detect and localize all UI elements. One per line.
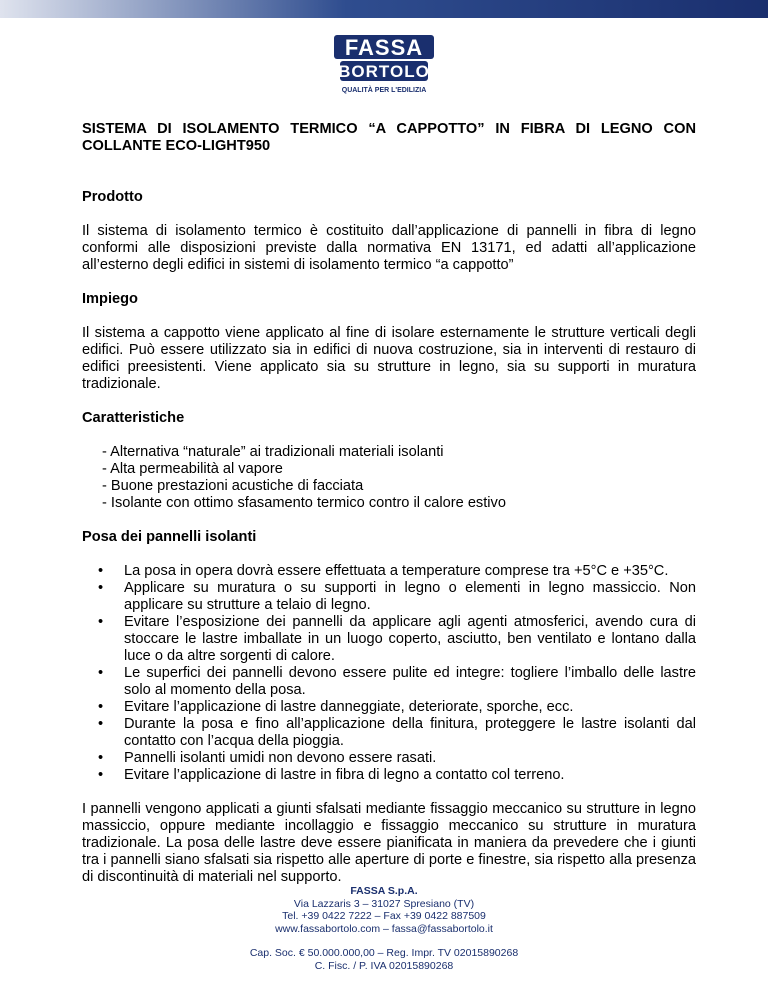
list-item: - Isolante con ottimo sfasamento termico contro il calore estivo (102, 495, 506, 511)
paragraph-posa-closing: I pannelli vengono applicati a giunti sfalsati mediante fissaggio meccanico su strutture in legno massiccio, oppure mediante incollaggio e fissaggio meccanico su strutture in muratura tradizionale. La posa delle lastre deve essere pianificata in maniera da prevedere che i giunti tra i pannelli siano sfalsati sia rispetto alle aperture di porte e finestre, sia rispetto alla presenza di discontinuità di materiali nel supporto. (82, 801, 696, 885)
footer (0, 885, 768, 972)
footer-address: Via Lazzaris 3 – 31027 Spresiano (TV) (293, 897, 475, 910)
document-body (82, 110, 696, 886)
list-item: - Alta permeabilità al vapore (102, 461, 283, 477)
bullet-icon: • (98, 699, 104, 715)
svg-text:QUALITÀ PER L'EDILIZIA: QUALITÀ PER L'EDILIZIA (341, 87, 427, 94)
list-item: - Alternativa “naturale” ai tradizionali materiali isolanti (102, 444, 444, 460)
list-item: • Evitare l’applicazione di lastre in fibra di legno a contatto col terreno. (98, 767, 565, 783)
bullet-icon: • (98, 580, 104, 596)
footer-tax: C. Fisc. / P. IVA 02015890268 (314, 959, 454, 972)
fassa-bortolo-logo (330, 33, 438, 97)
header-bar (0, 0, 768, 18)
bullet-icon: • (98, 665, 104, 681)
list-item: - Buone prestazioni acustiche di facciata (102, 478, 364, 494)
paragraph-impiego: Il sistema a cappotto viene applicato al fine di isolare esternamente le strutture verticali degli edifici. Può essere utilizzato sia in edifici di nuova costruzione, sia in interventi di restauro di edifici preesistenti. Viene applicato sia su strutture in legno, sia su supporti in muratura tradizionale. (82, 325, 696, 392)
caratteristiche-list (82, 444, 696, 512)
footer-company: FASSA S.p.A. (350, 885, 418, 897)
list-item: • Evitare l’applicazione di lastre danneggiate, deteriorate, sporche, ecc. (98, 699, 574, 715)
list-item: • Le superfici dei pannelli devono essere pulite ed integre: togliere l’imballo delle lastre solo al momento della posa. (98, 665, 696, 698)
list-item: • La posa in opera dovrà essere effettuata a temperature comprese tra +5°C e +35°C. (98, 563, 669, 579)
svg-text:BORTOLO: BORTOLO (338, 62, 430, 81)
bullet-icon: • (98, 716, 104, 732)
list-item: • Applicare su muratura o su supporti in legno o elementi in legno massiccio. Non applicare su strutture a telaio di legno. (98, 580, 696, 613)
heading-caratteristiche: Caratteristiche (82, 410, 185, 426)
paragraph-prodotto: Il sistema di isolamento termico è costituito dall’applicazione di pannelli in fibra di legno conformi alle disposizioni previste dalla normativa EN 13171, ed adatti all’applicazione all’esterno degli edifici in sistemi di isolamento termico “a cappotto” (82, 223, 696, 273)
footer-web: www.fassabortolo.com – fassa@fassabortolo.it (275, 922, 493, 935)
svg-text:FASSA: FASSA (344, 35, 424, 60)
posa-list (82, 563, 696, 784)
document-title: SISTEMA DI ISOLAMENTO TERMICO “A CAPPOTTO” IN FIBRA DI LEGNO CON COLLANTE ECO-LIGHT950 (82, 121, 696, 154)
bullet-icon: • (98, 767, 104, 783)
list-item: • Evitare l’esposizione dei pannelli da applicare agli agenti atmosferici, avendo cura di stoccare le lastre imballate in un luogo coperto, asciutto, ben ventilato e lontano dalla luce o da altre sorgenti di calore. (98, 614, 696, 664)
heading-posa: Posa dei pannelli isolanti (82, 529, 257, 545)
footer-phone: Tel. +39 0422 7222 – Fax +39 0422 887509 (282, 910, 486, 922)
bullet-icon: • (98, 750, 104, 766)
heading-prodotto: Prodotto (82, 189, 143, 205)
list-item: • Durante la posa e fino all’applicazione della finitura, proteggere le lastre isolanti dal contatto con l’acqua della pioggia. (98, 716, 696, 749)
bullet-icon: • (98, 614, 104, 630)
heading-impiego: Impiego (82, 291, 138, 307)
bullet-icon: • (98, 563, 104, 579)
footer-capital: Cap. Soc. € 50.000.000,00 – Reg. Impr. TV 02015890268 (249, 947, 519, 959)
list-item: • Pannelli isolanti umidi non devono essere rasati. (98, 750, 437, 766)
